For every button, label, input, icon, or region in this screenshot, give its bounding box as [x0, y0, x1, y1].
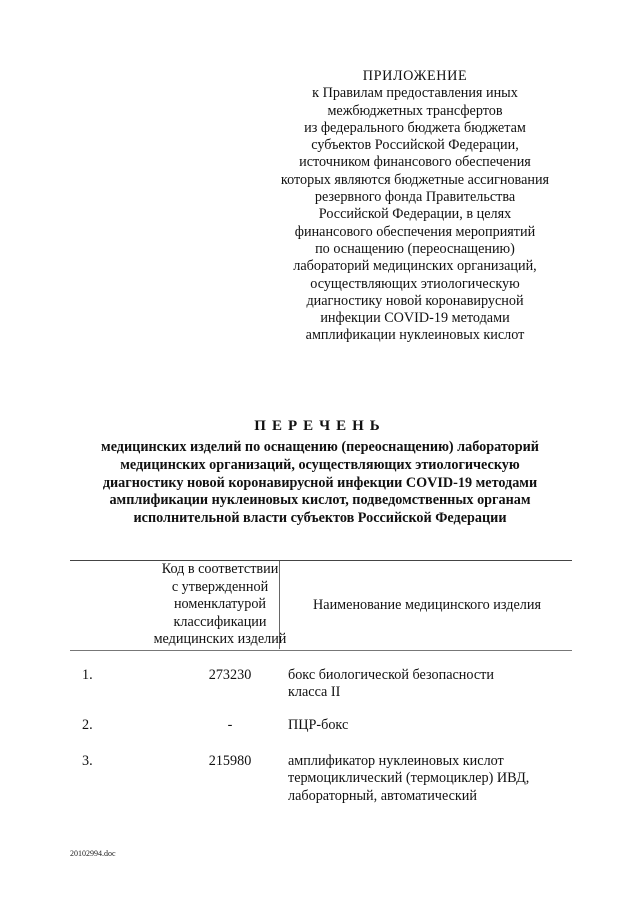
subtitle-line: исполнительной власти субъектов Российской Федерации [133, 510, 507, 527]
appendix-header [250, 68, 580, 345]
column-header-name: Наименование медицинского изделия [313, 597, 541, 613]
devices-table [70, 561, 572, 804]
appendix-line: диагностику новой коронавирусной [306, 292, 524, 309]
column-header-line: медицинских изделий [153, 631, 287, 647]
row-number: 1. [82, 667, 93, 683]
appendix-line: субъектов Российской Федерации, [311, 137, 519, 154]
footer-filename: 20102994.doc [70, 849, 116, 858]
appendix-line: резервного фонда Правительства [314, 189, 516, 206]
column-header-line: номенклатурой [173, 596, 267, 612]
row-number: 2. [82, 717, 93, 733]
row-device-name [288, 753, 572, 805]
device-name-line: лабораторный, автоматический [288, 787, 477, 804]
subtitle-line: диагностику новой коронавирусной инфекции COVID-19 методами [102, 474, 538, 491]
appendix-line: инфекции COVID-19 методами [320, 310, 510, 327]
appendix-line: источником финансового обеспечения [299, 154, 531, 171]
document-subtitle [60, 439, 580, 528]
device-name-line: термоциклический (термоциклер) ИВД, [288, 770, 530, 787]
appendix-line: к Правилам предоставления иных [312, 85, 518, 102]
device-name-line: ПЦР-бокс [288, 717, 349, 733]
device-name-line: класса II [288, 684, 341, 701]
device-name-line: бокс биологической безопасности [288, 667, 494, 683]
appendix-line: амплификации нуклеиновых кислот [305, 327, 525, 344]
row-device-name [288, 667, 572, 702]
appendix-title: ПРИЛОЖЕНИЕ [362, 68, 468, 84]
appendix-line: лабораторий медицинских организаций, [293, 258, 537, 275]
column-header-line: с утвержденной [171, 578, 269, 595]
subtitle-line: амплификации нуклеиновых кислот, подведомственных органам [109, 492, 531, 509]
device-name-line: амплификатор нуклеиновых кислот [288, 753, 504, 769]
column-header-line: Код в соответствии [161, 561, 279, 577]
row-device-name [288, 717, 572, 734]
appendix-line: финансового обеспечения мероприятий [294, 223, 536, 240]
column-header-line: классификации [173, 613, 267, 630]
appendix-line: Российской Федерации, в целях [318, 206, 512, 223]
row-code: 215980 [208, 753, 252, 769]
appendix-line: осуществляющих этиологическую [310, 275, 520, 292]
row-number: 3. [82, 753, 93, 769]
subtitle-line: медицинских изделий по оснащению (переоснащению) лабораторий [101, 439, 539, 455]
row-code: - [227, 717, 233, 733]
appendix-line: межбюджетных трансфертов [327, 102, 503, 119]
header-bottom-rule [70, 650, 572, 651]
appendix-line: из федерального бюджета бюджетам [304, 119, 526, 136]
document-title: ПЕРЕЧЕНЬ [254, 418, 386, 434]
appendix-line: которых являются бюджетные ассигнования [280, 171, 550, 188]
appendix-line: по оснащению (переоснащению) [315, 240, 515, 257]
row-code: 273230 [208, 667, 252, 683]
subtitle-line: медицинских организаций, осуществляющих этиологическую [120, 456, 520, 473]
